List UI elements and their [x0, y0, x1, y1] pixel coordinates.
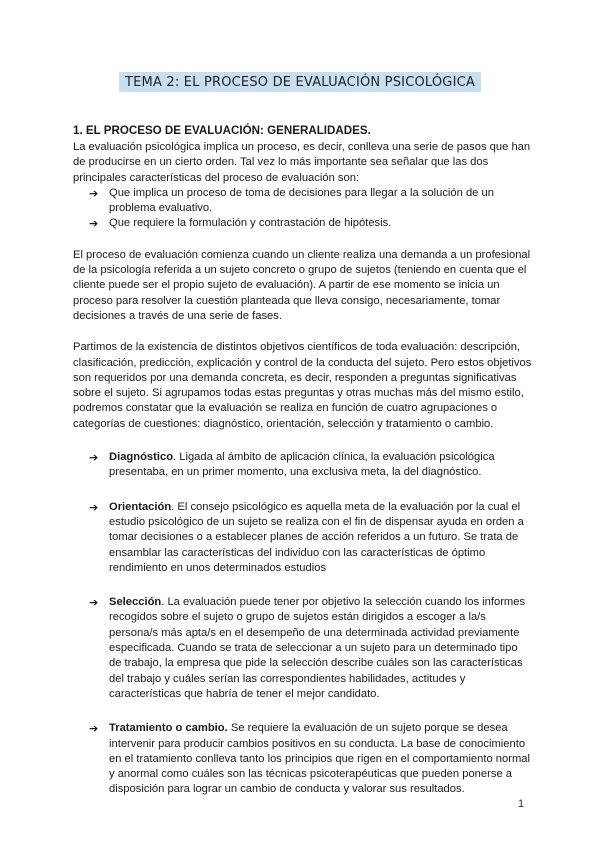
- arrow-icon: ➔: [89, 500, 99, 514]
- document-body: [73, 123, 533, 798]
- list-item: [73, 595, 533, 702]
- title-container: [0, 72, 600, 92]
- arrow-icon: ➔: [89, 596, 99, 610]
- document-title: TEMA 2: EL PROCESO DE EVALUACIÓN PSICOLÓGICA: [119, 72, 481, 92]
- arrow-icon: ➔: [89, 451, 99, 465]
- category-term: Tratamiento o cambio.: [109, 722, 228, 735]
- list-item: [73, 450, 533, 481]
- list-item: [73, 216, 533, 231]
- arrow-icon: ➔: [89, 217, 99, 231]
- list-item-text: Que requiere la formulación y contrastación de hipótesis.: [109, 217, 392, 230]
- categories-list: [73, 450, 533, 798]
- category-text: . La evaluación puede tener por objetivo la selección cuando los informes recogidos sobre el sujeto o grupo de sujetos están dirigidos a escoger a la/s persona/s más apta/s en el desempeño de una determinada actividad previamente especificada. Cuando se trata de seleccionar a un sujeto para un determinado tipo de trabajo, la empresa que pide la selección describe cuáles son las características del trabajo y cuáles serían las correspondientes habilidades, actitudes y características que habría de tener el mejor candidato.: [109, 596, 526, 700]
- process-paragraph: El proceso de evaluación comienza cuando un cliente realiza una demanda a un profesional de la psicología referida a un sujeto concreto o grupo de sujetos (teniendo en cuenta que el cliente puede ser el propio sujeto de evaluación). A partir de ese momento se inicia un proceso para resolver la cuestión planteada que lleva consigo, necesariamente, tomar decisiones a través de una serie de fases.: [73, 248, 531, 322]
- category-term: Diagnóstico: [109, 451, 174, 464]
- intro-paragraph: La evaluación psicológica implica un proceso, es decir, conlleva una serie de pasos que han de producirse en un cierto orden. Tal vez lo más importante sea señalar que las dos principales características del proceso de evaluación son:: [73, 141, 531, 184]
- category-term: Selección: [109, 596, 162, 609]
- list-item-text: Que implica un proceso de toma de decisiones para llegar a la solución de un problema evaluativo.: [109, 186, 494, 215]
- section-heading: 1. EL PROCESO DE EVALUACIÓN: GENERALIDADES.: [73, 124, 371, 137]
- category-text: . El consejo psicológico es aquella meta de la evaluación por la cual el estudio psicológico de un sujeto se realiza con el fin de dispensar ayuda en orden a tomar decisiones o a establecer planes de acción referidos a un futuro. Se trata de ensamblar las características del individuo con las características de óptimo rendimiento en unos determinados estudios: [109, 500, 524, 574]
- category-term: Orientación: [109, 500, 172, 513]
- page-number: 1: [518, 798, 525, 810]
- list-item: [73, 500, 533, 576]
- category-text: . Ligada al ámbito de aplicación clínica, la evaluación psicológica presentaba, en un primer momento, una exclusiva meta, la del diagnóstico.: [109, 451, 495, 479]
- category-text: Se requiere la evaluación de un sujeto porque se desea intervenir para producir cambios positivos en su conducta. La base de conocimiento en el tratamiento conlleva tanto los principios que rigen en el comportamiento normal y anormal como cuáles son las técnicas psicoterapéuticas que pueden ponerse a disposición para lograr un cambio de conducta y valorar sus resultados.: [109, 722, 531, 796]
- objectives-paragraph: Partimos de la existencia de distintos objetivos científicos de toda evaluación: descripción, clasificación, predicción, explicación y control de la conducta del sujeto. Pero estos objetivos son requeridos por una demanda concreta, es decir, responden a preguntas significativas sobre el sujeto. Si agrupamos todas estas preguntas y otras muchas más del mismo estilo, podremos constatar que la evaluación se realiza en función de cuatro agrupaciones o categorías de cuestiones: diagnóstico, orientación, selección y tratamiento o cambio.: [73, 341, 532, 430]
- list-item: [73, 186, 533, 217]
- arrow-icon: ➔: [89, 722, 99, 736]
- characteristics-list: [73, 186, 533, 232]
- arrow-icon: ➔: [89, 186, 99, 200]
- list-item: [73, 721, 533, 797]
